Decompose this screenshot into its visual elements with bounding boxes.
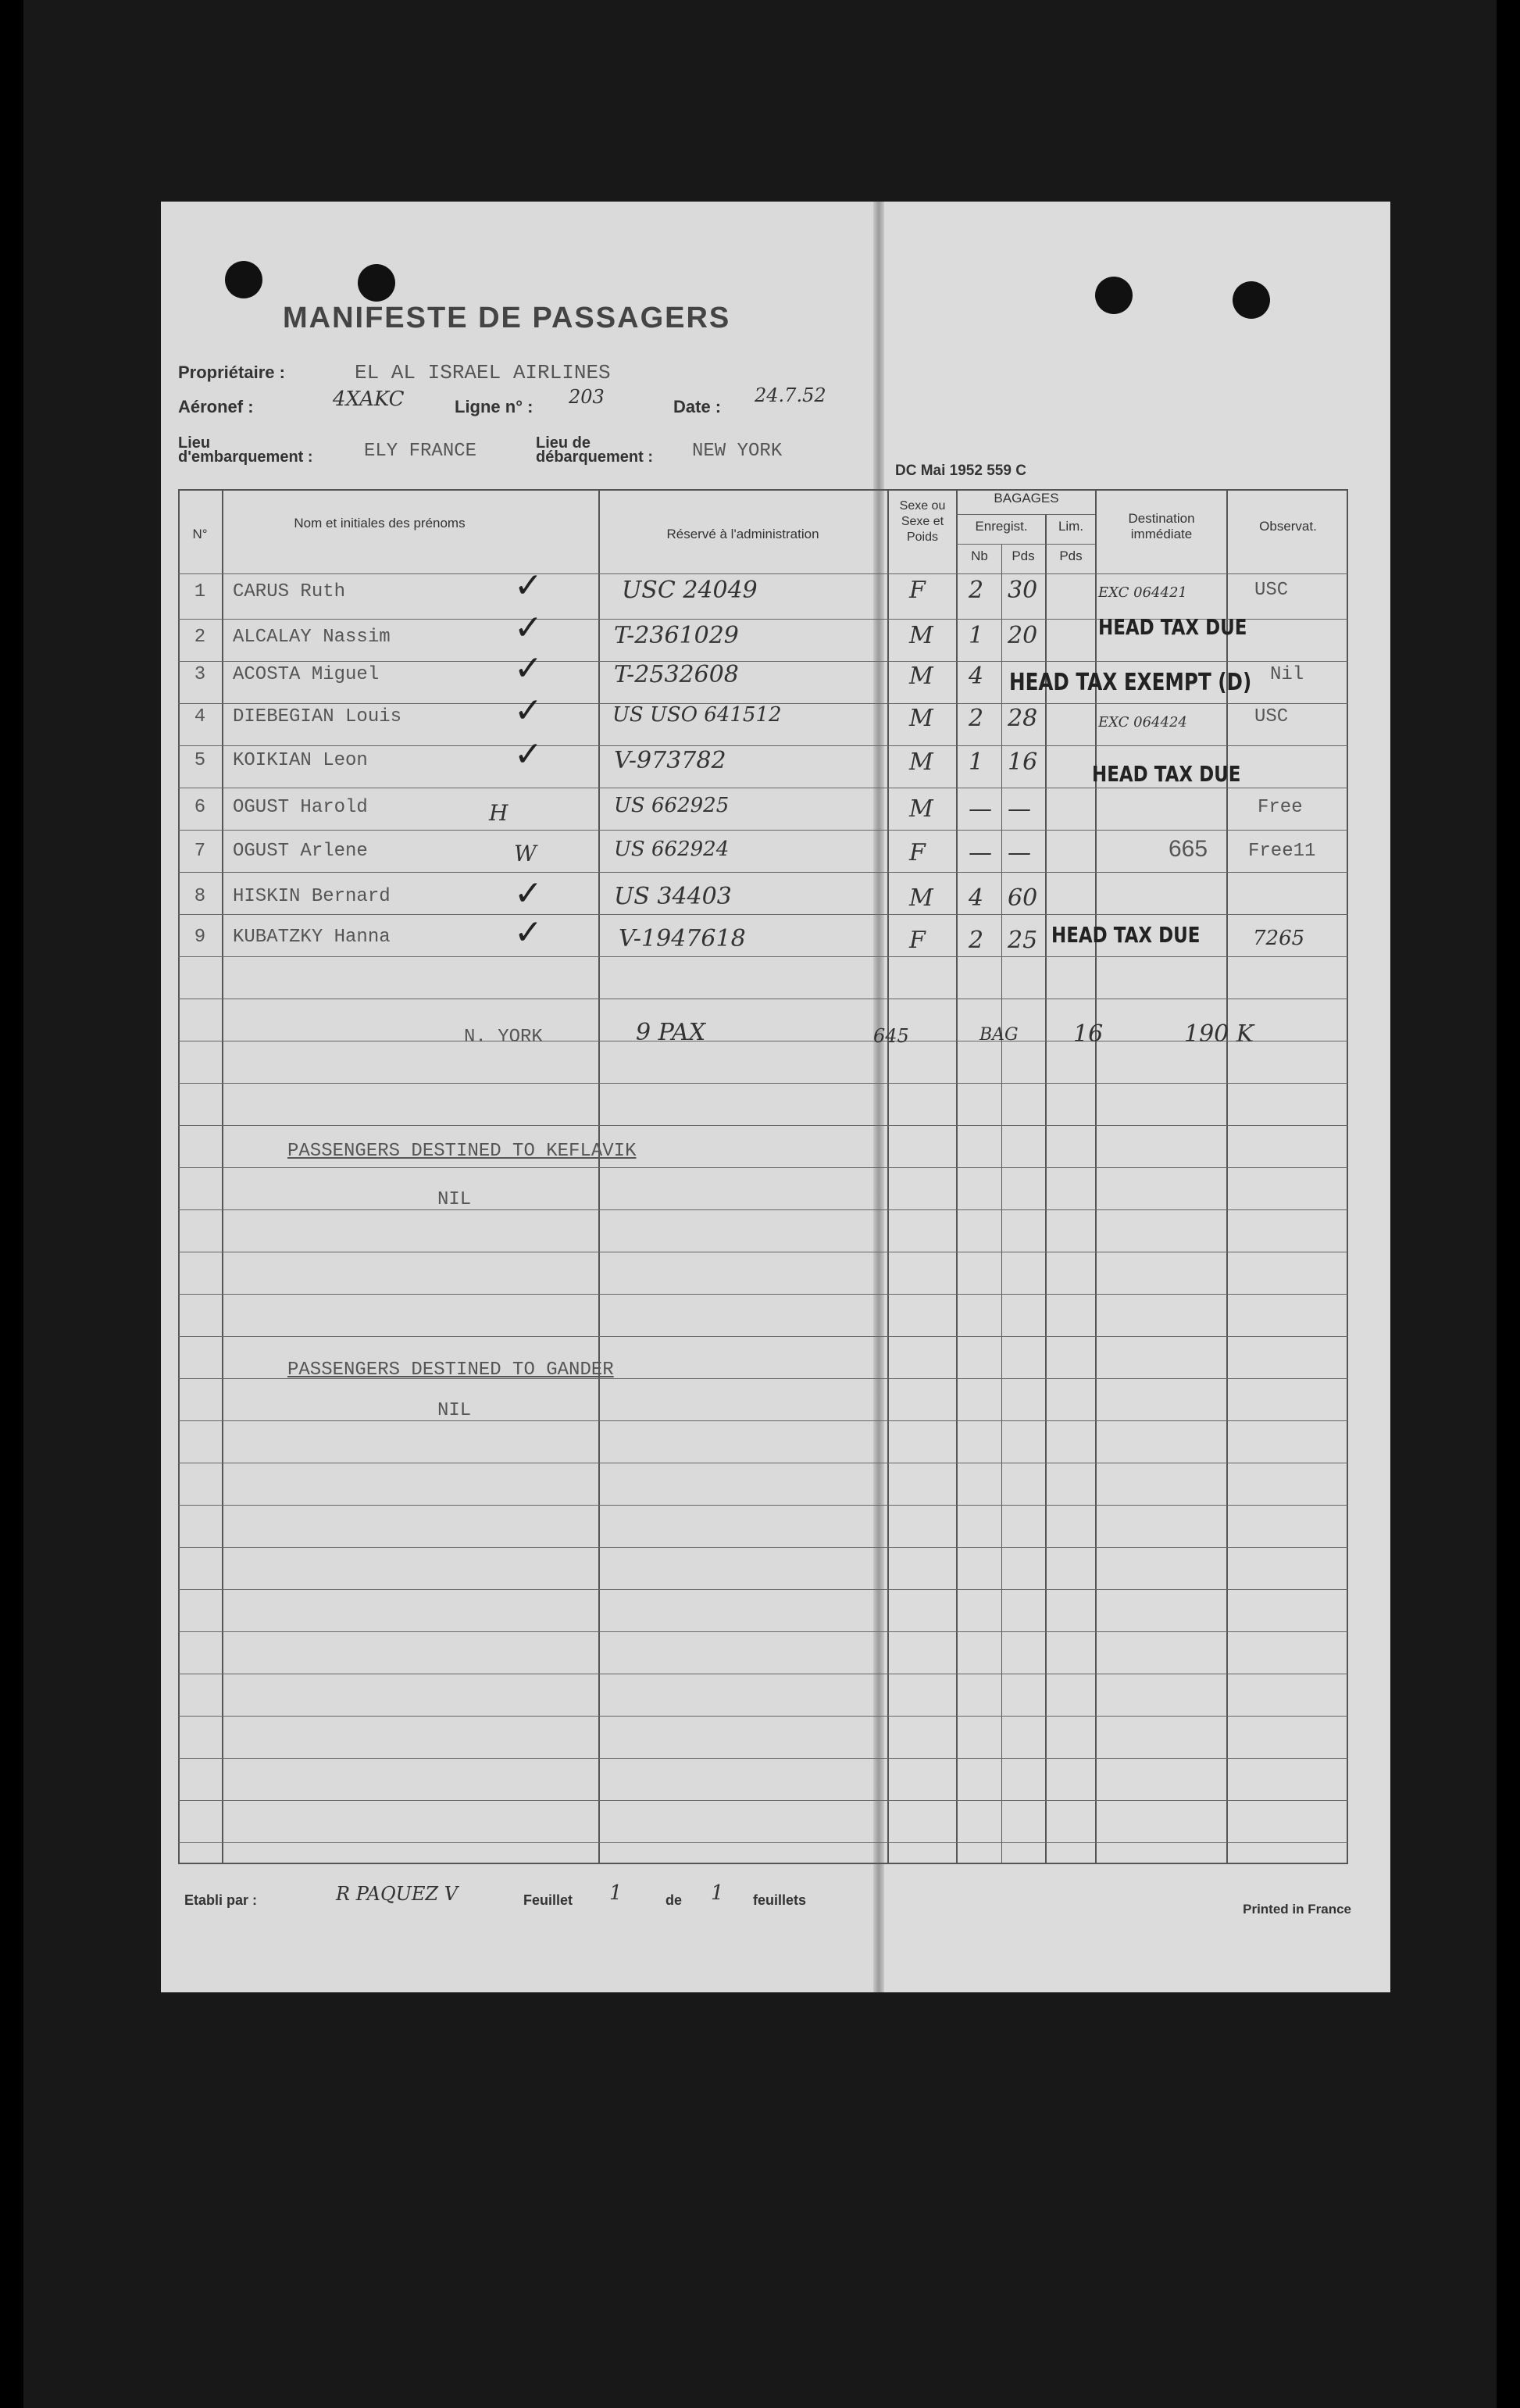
header-line [956,514,1095,515]
row-line [178,1209,1348,1210]
col-bagages: BAGAGES [994,491,1059,506]
passenger-sex: M [909,748,933,776]
destination-note: EXC 064424 [1098,714,1187,731]
gander-value: NIL [437,1400,472,1421]
col-sexe: Sexe ou Sexe et Poids [899,499,946,544]
header-line [956,544,1095,545]
destination-note: EXC 064421 [1098,584,1187,601]
row-line [178,1589,1348,1590]
bag-weight: 60 [1008,884,1038,912]
passenger-row [161,881,1390,922]
feuillets-label: feuillets [753,1892,807,1908]
col-admin: Réservé à l'administration [666,527,819,541]
bag-count: 2 [969,927,984,954]
bag-weight: 20 [1008,622,1038,649]
gander-title: PASSENGERS DESTINED TO GANDER [287,1359,614,1381]
aeronef-value: 4XAKC [333,388,405,411]
etabli-label: Etabli par : [184,1892,258,1908]
h-mark: H [489,800,508,826]
bag-count: — [969,839,992,866]
de-label: de [665,1892,683,1908]
row-number: 8 [194,886,206,907]
proprietaire-label: Propriétaire : [178,363,285,382]
proprietaire-value: EL AL ISRAEL AIRLINES [355,361,611,384]
totals-bag-label: BAG [979,1025,1019,1045]
check-mark: ✓ [514,608,543,648]
check-mark: ✓ [514,913,543,952]
punch-hole [1095,277,1133,314]
col-pds: Pds [1012,548,1035,563]
col-name: Nom et initiales des prénoms [294,516,466,531]
row-number: 4 [194,706,206,727]
row-line [178,1083,1348,1084]
bag-count: 2 [969,705,984,732]
col-nb: Nb [971,548,988,563]
passenger-row [161,577,1390,617]
page-title: MANIFESTE DE PASSAGERS [283,302,731,334]
bag-weight: 16 [1008,748,1038,776]
head-tax-due-stamp: HEAD TAX DUE [1051,922,1201,948]
check-mark: ✓ [514,874,543,913]
row-line [178,1758,1348,1759]
col-no: N° [192,527,208,541]
lieu-embarquement-label: Lieu d'embarquement : [178,434,313,466]
row-number: 6 [194,797,206,818]
check-mark: ✓ [514,691,543,731]
totals-number: 645 [873,1025,909,1047]
punch-hole [225,261,262,298]
head-tax-due-stamp: HEAD TAX DUE [1092,761,1241,787]
passenger-name: OGUST Harold [233,797,368,818]
admin-number: US 662925 [614,794,730,817]
observation: Free11 [1248,841,1316,862]
bag-weight: 25 [1008,927,1038,954]
admin-number: USC 24049 [622,577,758,604]
passenger-sex: M [909,622,933,649]
col-destination: Destination immédiate [1128,511,1195,541]
totals-city: N. YORK [464,1027,543,1048]
totals-pax: 9 PAX [636,1019,706,1046]
row-number: 9 [194,927,206,948]
passenger-name: KOIKIAN Leon [233,750,368,771]
header-line [178,573,1348,574]
punch-hole [1233,281,1270,319]
passenger-name: HISKIN Bernard [233,886,391,907]
keflavik-title: PASSENGERS DESTINED TO KEFLAVIK [287,1141,637,1162]
observation: USC [1254,580,1289,601]
bag-weight: 30 [1008,577,1038,604]
punch-hole [358,264,395,302]
bag-count: — [969,795,992,823]
row-line [178,1167,1348,1168]
passenger-name: ACOSTA Miguel [233,664,380,685]
passenger-name: CARUS Ruth [233,581,346,602]
passenger-sex: M [909,795,933,823]
bag-weight: — [1008,839,1031,866]
observation: Free [1258,797,1303,818]
passenger-name: DIEBEGIAN Louis [233,706,402,727]
passenger-sex: F [909,577,926,604]
bag-weight: — [1008,795,1031,823]
observation: Nil [1270,664,1304,685]
row-line [178,1336,1348,1337]
bag-weight: 28 [1008,705,1038,732]
passenger-row [161,836,1390,877]
admin-number: US 34403 [614,883,732,910]
aeronef-label: Aéronef : [178,397,254,416]
de-value: 1 [711,1881,724,1905]
observation: 7265 [1253,927,1305,950]
ligne-value: 203 [569,386,605,408]
w-mark: W [514,841,537,866]
bag-count: 1 [969,748,984,776]
row-line [178,1800,1348,1801]
passenger-name: ALCALAY Nassim [233,627,391,648]
printed-in-france: Printed in France [1243,1902,1351,1917]
passenger-name: KUBATZKY Hanna [233,927,391,948]
passenger-row [161,792,1390,833]
bag-count: 4 [969,663,984,690]
head-tax-exempt-stamp: HEAD TAX EXEMPT (D) [1009,669,1252,696]
admin-number: V-1947618 [619,925,746,952]
admin-number: US 662924 [614,838,730,861]
admin-number: T-2532608 [614,661,739,688]
form-code: DC Mai 1952 559 C [895,463,1026,479]
date-label: Date : [673,397,722,416]
observation: USC [1254,706,1289,727]
row-line [178,1842,1348,1843]
passenger-name: OGUST Arlene [233,841,368,862]
check-mark: ✓ [514,566,543,606]
row-line [178,1547,1348,1548]
col-lim: Lim. [1058,519,1084,534]
passenger-row [161,922,1390,963]
admin-number: US USO 641512 [612,703,782,727]
col-observat: Observat. [1259,519,1317,534]
check-mark: ✓ [514,734,543,774]
destination-note: 665 [1169,836,1208,862]
col-enregist: Enregist. [975,519,1028,534]
passenger-sex: M [909,705,933,732]
row-line [178,1125,1348,1126]
row-number: 7 [194,841,206,862]
row-line [178,1505,1348,1506]
date-value: 24.7.52 [755,384,826,406]
row-number: 2 [194,627,206,648]
head-tax-due-stamp: HEAD TAX DUE [1098,614,1247,640]
row-number: 5 [194,750,206,771]
passenger-sex: M [909,663,933,690]
row-number: 1 [194,581,206,602]
admin-number: T-2361029 [614,622,739,649]
lieu-embarquement-value: ELY FRANCE [364,441,477,462]
passenger-sex: M [909,884,933,912]
passenger-sex: F [909,927,926,954]
check-mark: ✓ [514,648,543,688]
manifest-sheet [161,202,1390,1992]
lieu-debarquement-value: NEW YORK [692,441,783,462]
row-line [178,1420,1348,1421]
bag-count: 2 [969,577,984,604]
feuillet-value: 1 [609,1881,623,1905]
row-number: 3 [194,664,206,685]
totals-weight: 190 K [1184,1020,1254,1048]
passenger-sex: F [909,839,926,866]
row-line [178,1631,1348,1632]
keflavik-value: NIL [437,1189,472,1210]
passenger-row [161,702,1390,742]
row-line [178,1294,1348,1295]
lieu-debarquement-label: Lieu de débarquement : [536,434,654,466]
etabli-value: R PAQUEZ V [336,1883,458,1905]
row-line [178,1716,1348,1717]
totals-bag-count: 16 [1073,1020,1104,1048]
bag-count: 1 [969,622,984,649]
bag-count: 4 [969,884,984,912]
admin-number: V-973782 [614,747,726,774]
ligne-label: Ligne n° : [455,397,533,416]
col-pds2: Pds [1059,548,1083,563]
feuillet-label: Feuillet [523,1892,573,1908]
